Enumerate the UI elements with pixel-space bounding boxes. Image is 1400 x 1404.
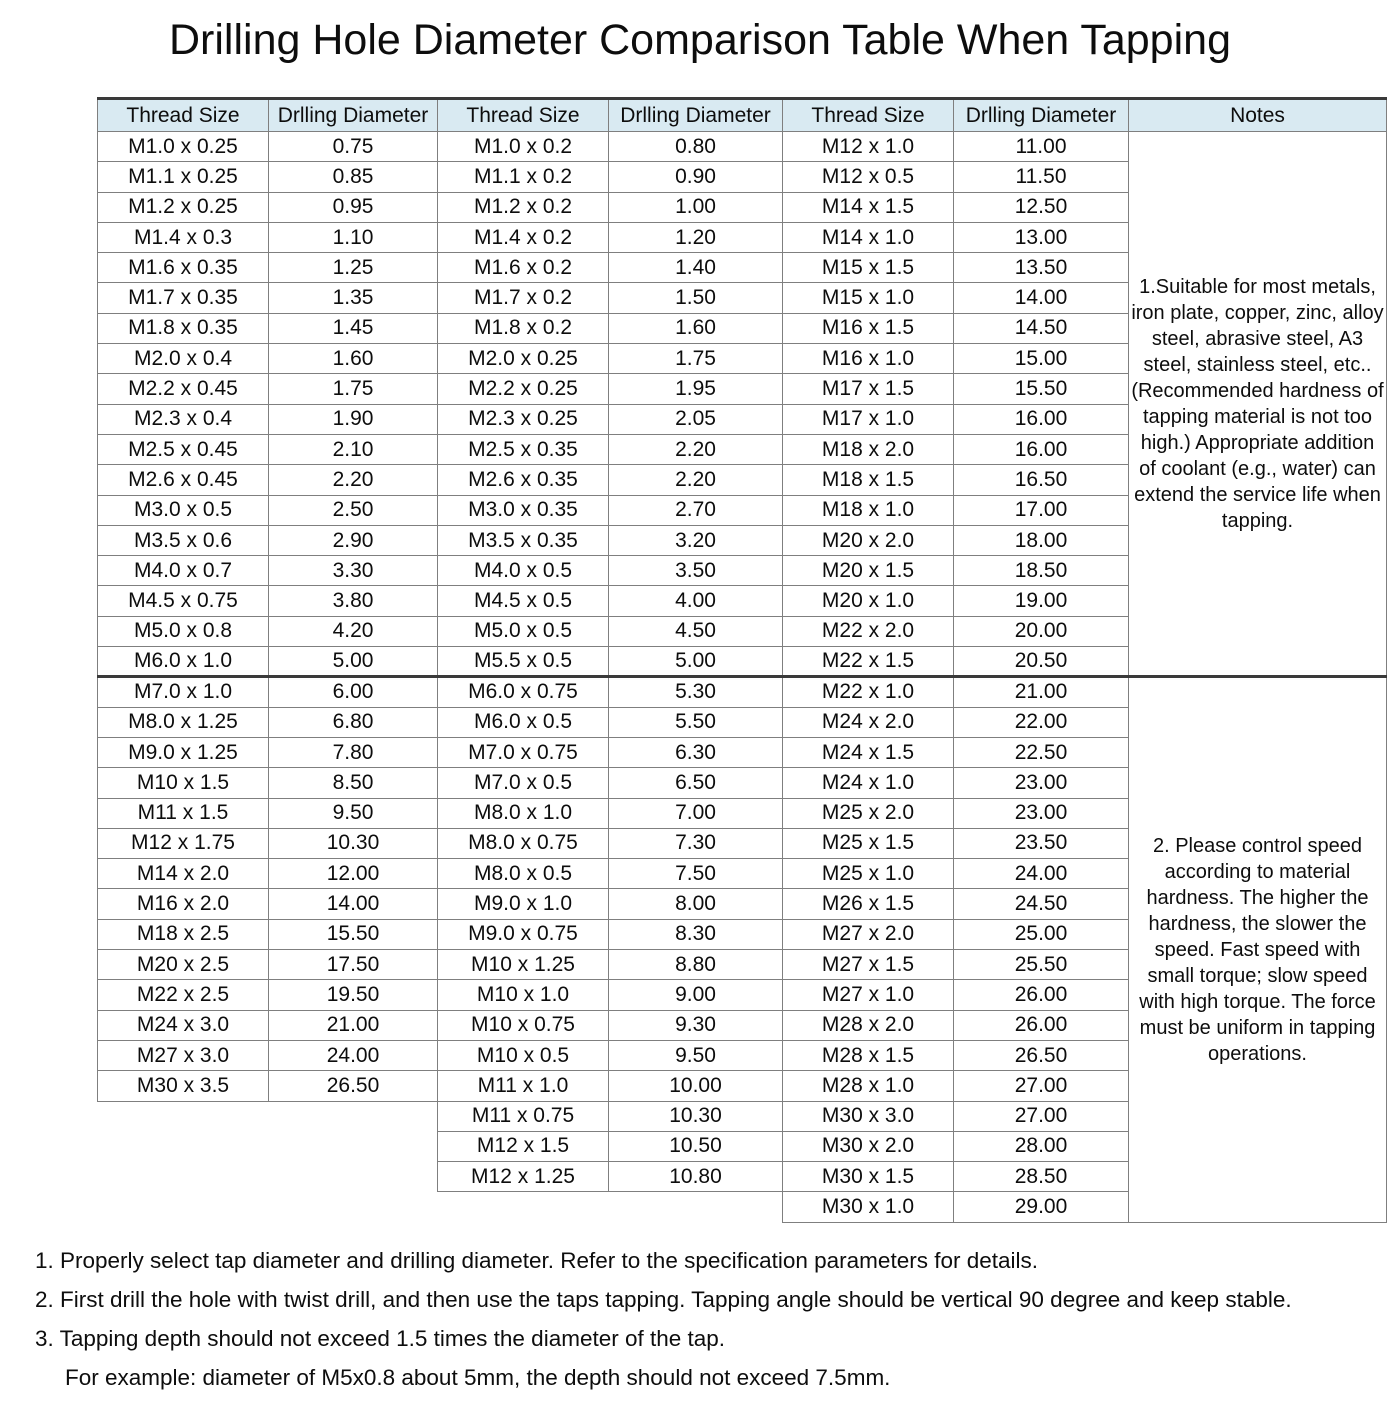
- drilling-diameter-cell: 5.30: [609, 677, 783, 707]
- drilling-diameter-cell: 6.80: [269, 707, 438, 737]
- drilling-diameter-cell: 5.00: [269, 647, 438, 677]
- thread-size-cell: M30 x 1.0: [783, 1192, 954, 1222]
- thread-size-cell: M2.3 x 0.4: [98, 404, 269, 434]
- drilling-diameter-cell: 0.85: [269, 162, 438, 192]
- thread-size-cell: M25 x 1.0: [783, 859, 954, 889]
- drilling-diameter-cell: 14.00: [269, 889, 438, 919]
- thread-size-cell: M30 x 3.5: [98, 1071, 269, 1101]
- thread-size-cell: M1.2 x 0.25: [98, 192, 269, 222]
- thread-size-cell: M1.8 x 0.35: [98, 313, 269, 343]
- drilling-diameter-cell: 21.00: [269, 1010, 438, 1040]
- thread-size-header: Thread Size: [438, 99, 609, 132]
- thread-size-cell: M10 x 1.5: [98, 768, 269, 798]
- thread-size-cell: M16 x 2.0: [98, 889, 269, 919]
- drilling-diameter-cell: 3.50: [609, 556, 783, 586]
- thread-size-cell: M20 x 2.5: [98, 950, 269, 980]
- empty-cell: [98, 1131, 438, 1161]
- drilling-diameter-cell: 18.50: [954, 556, 1129, 586]
- thread-size-cell: M1.6 x 0.35: [98, 253, 269, 283]
- thread-size-cell: M25 x 1.5: [783, 828, 954, 858]
- thread-size-cell: M1.1 x 0.2: [438, 162, 609, 192]
- drilling-diameter-cell: 1.60: [609, 313, 783, 343]
- drilling-diameter-cell: 9.00: [609, 980, 783, 1010]
- thread-size-cell: M3.5 x 0.6: [98, 525, 269, 555]
- thread-size-cell: M6.0 x 0.75: [438, 677, 609, 707]
- drilling-diameter-cell: 16.50: [954, 465, 1129, 495]
- page-title: Drilling Hole Diameter Comparison Table When Tapping: [169, 16, 1231, 64]
- thread-size-cell: M4.5 x 0.5: [438, 586, 609, 616]
- thread-size-header: Thread Size: [783, 99, 954, 132]
- drilling-diameter-cell: 28.00: [954, 1131, 1129, 1161]
- drilling-diameter-cell: 6.30: [609, 737, 783, 767]
- thread-size-cell: M2.5 x 0.35: [438, 434, 609, 464]
- drilling-diameter-cell: 0.95: [269, 192, 438, 222]
- drilling-diameter-cell: 8.80: [609, 950, 783, 980]
- drilling-diameter-cell: 26.50: [954, 1040, 1129, 1070]
- thread-size-cell: M24 x 2.0: [783, 707, 954, 737]
- thread-size-cell: M2.2 x 0.25: [438, 374, 609, 404]
- drilling-diameter-cell: 13.00: [954, 222, 1129, 252]
- drilling-diameter-cell: 1.20: [609, 222, 783, 252]
- thread-size-cell: M8.0 x 0.75: [438, 828, 609, 858]
- drilling-diameter-cell: 1.10: [269, 222, 438, 252]
- drilling-diameter-cell: 9.50: [609, 1040, 783, 1070]
- thread-size-cell: M10 x 0.75: [438, 1010, 609, 1040]
- thread-size-cell: M9.0 x 0.75: [438, 919, 609, 949]
- drilling-diameter-cell: 6.00: [269, 677, 438, 707]
- drilling-diameter-cell: 26.00: [954, 1010, 1129, 1040]
- thread-size-cell: M12 x 0.5: [783, 162, 954, 192]
- empty-cell: [98, 1162, 438, 1192]
- thread-size-cell: M3.0 x 0.35: [438, 495, 609, 525]
- drilling-diameter-cell: 26.50: [269, 1071, 438, 1101]
- drilling-diameter-cell: 4.00: [609, 586, 783, 616]
- drilling-diameter-cell: 7.50: [609, 859, 783, 889]
- notes-cell-1: 1.Suitable for most metals, iron plate, copper, zinc, alloy steel, abrasive steel, A3 steel, stainless steel, etc..(Recommended hardness of tapping material is not too high.) Appropriate addition of coolant (e.g., water) can extend the service life when tapping.: [1129, 132, 1387, 677]
- header-row: [98, 99, 1387, 132]
- thread-size-cell: M14 x 1.5: [783, 192, 954, 222]
- drilling-diameter-cell: 1.50: [609, 283, 783, 313]
- drilling-diameter-cell: 5.50: [609, 707, 783, 737]
- drilling-diameter-cell: 29.00: [954, 1192, 1129, 1222]
- drilling-diameter-cell: 1.00: [609, 192, 783, 222]
- drilling-diameter-cell: 17.00: [954, 495, 1129, 525]
- drilling-diameter-cell: 1.75: [609, 344, 783, 374]
- thread-size-cell: M1.1 x 0.25: [98, 162, 269, 192]
- drilling-diameter-cell: 2.20: [269, 465, 438, 495]
- drilling-diameter-cell: 4.50: [609, 616, 783, 646]
- footer-notes: [35, 1248, 1385, 1404]
- drilling-diameter-cell: 18.00: [954, 525, 1129, 555]
- tapping-comparison-table: [97, 97, 1387, 1223]
- drilling-diameter-cell: 8.00: [609, 889, 783, 919]
- drilling-diameter-cell: 2.50: [269, 495, 438, 525]
- thread-size-cell: M30 x 3.0: [783, 1101, 954, 1131]
- thread-size-cell: M5.5 x 0.5: [438, 647, 609, 677]
- drilling-diameter-cell: 21.00: [954, 677, 1129, 707]
- drilling-diameter-cell: 10.80: [609, 1162, 783, 1192]
- thread-size-cell: M28 x 1.0: [783, 1071, 954, 1101]
- footer-note-1: 1. Properly select tap diameter and drilling diameter. Refer to the specification parameters for details.: [35, 1248, 1038, 1273]
- thread-size-cell: M17 x 1.5: [783, 374, 954, 404]
- table-body: [98, 132, 1387, 1223]
- thread-size-cell: M27 x 3.0: [98, 1040, 269, 1070]
- thread-size-cell: M10 x 1.25: [438, 950, 609, 980]
- thread-size-cell: M1.8 x 0.2: [438, 313, 609, 343]
- empty-cell: [98, 1101, 438, 1131]
- thread-size-cell: M22 x 1.5: [783, 647, 954, 677]
- notes-cell-2: 2. Please control speed according to material hardness. The higher the hardness, the slower the speed. Fast speed with small torque; slow speed with high torque. The force must be uniform in tapping operations.: [1129, 677, 1387, 1222]
- thread-size-cell: M14 x 2.0: [98, 859, 269, 889]
- thread-size-cell: M6.0 x 0.5: [438, 707, 609, 737]
- drilling-diameter-cell: 2.20: [609, 434, 783, 464]
- thread-size-cell: M20 x 1.5: [783, 556, 954, 586]
- drilling-diameter-cell: 0.90: [609, 162, 783, 192]
- drilling-diameter-cell: 8.30: [609, 919, 783, 949]
- drilling-diameter-cell: 16.00: [954, 434, 1129, 464]
- thread-size-cell: M2.0 x 0.4: [98, 344, 269, 374]
- thread-size-cell: M8.0 x 0.5: [438, 859, 609, 889]
- thread-size-cell: M2.5 x 0.45: [98, 434, 269, 464]
- thread-size-cell: M22 x 2.5: [98, 980, 269, 1010]
- table-row: [98, 132, 1387, 162]
- drilling-diameter-cell: 10.50: [609, 1131, 783, 1161]
- thread-size-cell: M8.0 x 1.0: [438, 798, 609, 828]
- thread-size-cell: M30 x 2.0: [783, 1131, 954, 1161]
- thread-size-cell: M14 x 1.0: [783, 222, 954, 252]
- thread-size-cell: M11 x 1.0: [438, 1071, 609, 1101]
- drilling-diameter-cell: 1.45: [269, 313, 438, 343]
- thread-size-cell: M27 x 1.5: [783, 950, 954, 980]
- thread-size-cell: M1.2 x 0.2: [438, 192, 609, 222]
- drilling-diameter-cell: 14.00: [954, 283, 1129, 313]
- drilling-diameter-cell: 22.00: [954, 707, 1129, 737]
- drilling-diameter-cell: 19.50: [269, 980, 438, 1010]
- thread-size-cell: M9.0 x 1.0: [438, 889, 609, 919]
- thread-size-cell: M11 x 0.75: [438, 1101, 609, 1131]
- thread-size-cell: M15 x 1.0: [783, 283, 954, 313]
- thread-size-cell: M1.4 x 0.3: [98, 222, 269, 252]
- thread-size-cell: M18 x 2.0: [783, 434, 954, 464]
- thread-size-cell: M10 x 1.0: [438, 980, 609, 1010]
- thread-size-cell: M18 x 2.5: [98, 919, 269, 949]
- thread-size-cell: M24 x 3.0: [98, 1010, 269, 1040]
- thread-size-cell: M12 x 1.5: [438, 1131, 609, 1161]
- drilling-diameter-cell: 25.00: [954, 919, 1129, 949]
- thread-size-cell: M12 x 1.25: [438, 1162, 609, 1192]
- thread-size-cell: M16 x 1.0: [783, 344, 954, 374]
- table-row: [98, 677, 1387, 707]
- thread-size-cell: M27 x 2.0: [783, 919, 954, 949]
- drilling-diameter-cell: 5.00: [609, 647, 783, 677]
- thread-size-cell: M4.0 x 0.5: [438, 556, 609, 586]
- drilling-diameter-cell: 15.50: [269, 919, 438, 949]
- thread-size-cell: M26 x 1.5: [783, 889, 954, 919]
- thread-size-cell: M7.0 x 0.5: [438, 768, 609, 798]
- thread-size-cell: M11 x 1.5: [98, 798, 269, 828]
- thread-size-cell: M28 x 1.5: [783, 1040, 954, 1070]
- drilling-diameter-cell: 12.00: [269, 859, 438, 889]
- drilling-diameter-cell: 7.30: [609, 828, 783, 858]
- drilling-diameter-cell: 2.10: [269, 434, 438, 464]
- drilling-diameter-cell: 24.50: [954, 889, 1129, 919]
- thread-size-cell: M8.0 x 1.25: [98, 707, 269, 737]
- drilling-diameter-cell: 2.70: [609, 495, 783, 525]
- thread-size-cell: M24 x 1.5: [783, 737, 954, 767]
- drilling-diameter-cell: 2.90: [269, 525, 438, 555]
- thread-size-cell: M2.6 x 0.35: [438, 465, 609, 495]
- thread-size-cell: M27 x 1.0: [783, 980, 954, 1010]
- thread-size-cell: M18 x 1.0: [783, 495, 954, 525]
- thread-size-cell: M6.0 x 1.0: [98, 647, 269, 677]
- thread-size-cell: M2.0 x 0.25: [438, 344, 609, 374]
- thread-size-cell: M2.2 x 0.45: [98, 374, 269, 404]
- thread-size-cell: M24 x 1.0: [783, 768, 954, 798]
- drilling-diameter-cell: 24.00: [269, 1040, 438, 1070]
- drilling-diameter-cell: 1.60: [269, 344, 438, 374]
- thread-size-cell: M1.0 x 0.25: [98, 132, 269, 162]
- thread-size-cell: M28 x 2.0: [783, 1010, 954, 1040]
- thread-size-cell: M1.4 x 0.2: [438, 222, 609, 252]
- drilling-diameter-header: Drlling Diameter: [609, 99, 783, 132]
- drilling-diameter-cell: 4.20: [269, 616, 438, 646]
- drilling-diameter-cell: 24.00: [954, 859, 1129, 889]
- drilling-diameter-cell: 10.00: [609, 1071, 783, 1101]
- thread-size-cell: M25 x 2.0: [783, 798, 954, 828]
- drilling-diameter-cell: 13.50: [954, 253, 1129, 283]
- drilling-diameter-cell: 10.30: [609, 1101, 783, 1131]
- drilling-diameter-cell: 7.80: [269, 737, 438, 767]
- footer-note-2: 2. First drill the hole with twist drill, and then use the taps tapping. Tapping angle should be vertical 90 degree and keep stable.: [35, 1287, 1292, 1312]
- thread-size-cell: M9.0 x 1.25: [98, 737, 269, 767]
- thread-size-cell: M18 x 1.5: [783, 465, 954, 495]
- drilling-diameter-cell: 28.50: [954, 1162, 1129, 1192]
- thread-size-cell: M1.6 x 0.2: [438, 253, 609, 283]
- footer-note-3: 3. Tapping depth should not exceed 1.5 times the diameter of the tap.: [35, 1326, 726, 1351]
- drilling-diameter-cell: 11.00: [954, 132, 1129, 162]
- thread-size-cell: M12 x 1.0: [783, 132, 954, 162]
- drilling-diameter-cell: 2.05: [609, 404, 783, 434]
- drilling-diameter-cell: 10.30: [269, 828, 438, 858]
- drilling-diameter-cell: 22.50: [954, 737, 1129, 767]
- thread-size-cell: M22 x 1.0: [783, 677, 954, 707]
- drilling-diameter-header: Drlling Diameter: [954, 99, 1129, 132]
- notes-header: Notes: [1129, 99, 1387, 132]
- drilling-diameter-cell: 3.30: [269, 556, 438, 586]
- thread-size-header: Thread Size: [98, 99, 269, 132]
- drilling-diameter-cell: 16.00: [954, 404, 1129, 434]
- drilling-diameter-cell: 20.00: [954, 616, 1129, 646]
- thread-size-cell: M17 x 1.0: [783, 404, 954, 434]
- drilling-diameter-cell: 15.50: [954, 374, 1129, 404]
- footer-note-4: For example: diameter of M5x0.8 about 5mm, the depth should not exceed 7.5mm.: [65, 1365, 891, 1390]
- drilling-diameter-cell: 15.00: [954, 344, 1129, 374]
- drilling-diameter-header: Drlling Diameter: [269, 99, 438, 132]
- drilling-diameter-cell: 20.50: [954, 647, 1129, 677]
- thread-size-cell: M15 x 1.5: [783, 253, 954, 283]
- empty-cell: [98, 1192, 438, 1222]
- drilling-diameter-cell: 26.00: [954, 980, 1129, 1010]
- drilling-diameter-cell: 0.80: [609, 132, 783, 162]
- thread-size-cell: M2.3 x 0.25: [438, 404, 609, 434]
- drilling-diameter-cell: 1.40: [609, 253, 783, 283]
- drilling-diameter-cell: 14.50: [954, 313, 1129, 343]
- thread-size-cell: M5.0 x 0.5: [438, 616, 609, 646]
- drilling-diameter-cell: 1.75: [269, 374, 438, 404]
- drilling-diameter-cell: 23.00: [954, 798, 1129, 828]
- thread-size-cell: M16 x 1.5: [783, 313, 954, 343]
- thread-size-cell: M4.5 x 0.75: [98, 586, 269, 616]
- thread-size-cell: M1.7 x 0.2: [438, 283, 609, 313]
- thread-size-cell: M1.0 x 0.2: [438, 132, 609, 162]
- thread-size-cell: M3.5 x 0.35: [438, 525, 609, 555]
- thread-size-cell: M5.0 x 0.8: [98, 616, 269, 646]
- thread-size-cell: M12 x 1.75: [98, 828, 269, 858]
- empty-cell: [438, 1192, 783, 1222]
- thread-size-cell: M20 x 1.0: [783, 586, 954, 616]
- thread-size-cell: M2.6 x 0.45: [98, 465, 269, 495]
- drilling-diameter-cell: 2.20: [609, 465, 783, 495]
- drilling-diameter-cell: 3.20: [609, 525, 783, 555]
- drilling-diameter-cell: 1.25: [269, 253, 438, 283]
- drilling-diameter-cell: 23.00: [954, 768, 1129, 798]
- thread-size-cell: M4.0 x 0.7: [98, 556, 269, 586]
- drilling-diameter-cell: 12.50: [954, 192, 1129, 222]
- drilling-diameter-cell: 1.90: [269, 404, 438, 434]
- thread-size-cell: M20 x 2.0: [783, 525, 954, 555]
- thread-size-cell: M22 x 2.0: [783, 616, 954, 646]
- drilling-diameter-cell: 11.50: [954, 162, 1129, 192]
- thread-size-cell: M10 x 0.5: [438, 1040, 609, 1070]
- drilling-diameter-cell: 7.00: [609, 798, 783, 828]
- thread-size-cell: M30 x 1.5: [783, 1162, 954, 1192]
- drilling-diameter-cell: 23.50: [954, 828, 1129, 858]
- drilling-diameter-cell: 0.75: [269, 132, 438, 162]
- drilling-diameter-cell: 27.00: [954, 1101, 1129, 1131]
- thread-size-cell: M3.0 x 0.5: [98, 495, 269, 525]
- thread-size-cell: M7.0 x 0.75: [438, 737, 609, 767]
- drilling-diameter-cell: 3.80: [269, 586, 438, 616]
- drilling-diameter-cell: 8.50: [269, 768, 438, 798]
- drilling-diameter-cell: 17.50: [269, 950, 438, 980]
- drilling-diameter-cell: 9.30: [609, 1010, 783, 1040]
- drilling-diameter-cell: 9.50: [269, 798, 438, 828]
- thread-size-cell: M7.0 x 1.0: [98, 677, 269, 707]
- drilling-diameter-cell: 25.50: [954, 950, 1129, 980]
- drilling-diameter-cell: 1.95: [609, 374, 783, 404]
- drilling-diameter-cell: 1.35: [269, 283, 438, 313]
- drilling-diameter-cell: 27.00: [954, 1071, 1129, 1101]
- thread-size-cell: M1.7 x 0.35: [98, 283, 269, 313]
- drilling-diameter-cell: 19.00: [954, 586, 1129, 616]
- drilling-diameter-cell: 6.50: [609, 768, 783, 798]
